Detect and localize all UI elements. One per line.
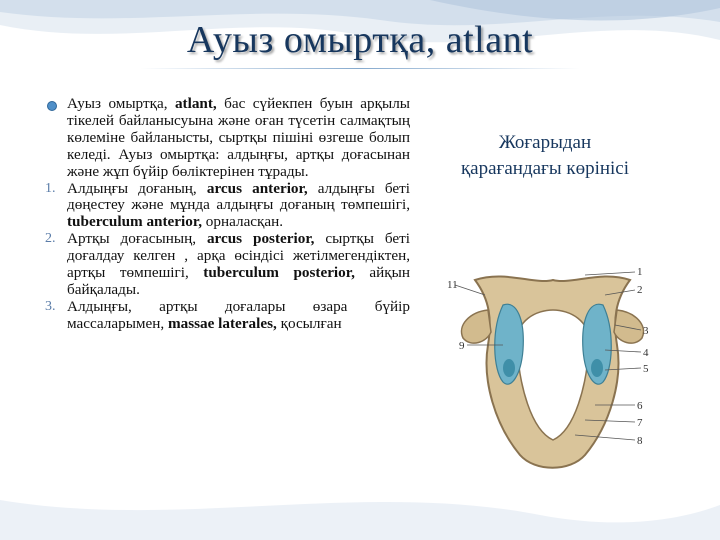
list-number: 1. [45,180,56,196]
list-number: 3. [45,298,56,314]
figure-label-5: 5 [643,363,649,375]
list-item-term: tuberculum posterior, [203,264,355,282]
figure-label-6: 6 [637,400,643,412]
figure-label-4: 4 [643,347,649,359]
slide-title: Ауыз омыртқа, atlant [186,19,534,61]
list-number: 2. [45,231,56,247]
list-item-term: massae laterales, [167,314,277,332]
figure-label-11: 11 [447,279,458,291]
left-facet-highlight [503,359,515,377]
intro-text-part: Ауыз омыртқа, [67,95,175,112]
figure-label-9: 9 [459,340,465,352]
list-item-term: arcus posterior, [206,230,315,248]
figure-label-2: 2 [637,284,643,296]
list-item-text: Алдыңғы доғаның, [67,179,207,197]
figure-label-8: 8 [637,435,643,447]
right-transverse-process [614,310,643,343]
main-text-block [45,96,410,333]
intro-text-part: бас сүйекпен буын арқылы тікелей байланысуына және оған түсетін салмақтың көлеміне байланысты, сыртқы пішіні өзгеше болып келеді. Ауыз омыртқа: алдыңғы, артқы доғасынан және жұп бүйір бөліктерінен тұрады. [67,95,411,180]
intro-paragraph [45,96,410,181]
caption-line-2: қарағандағы көрінісі [460,158,630,179]
list-item-1 [45,181,410,232]
list-item-text: Артқы доғасының, [67,230,207,248]
list-item-text: қосылған [276,314,342,332]
list-item-text: алдыңғы беті дөңестеу және мұнда алдыңғы доғаның төмпешігі, [67,179,410,214]
left-transverse-process [462,310,491,343]
figure-label-1: 1 [637,266,643,278]
intro-text-bold: atlant, [174,95,217,112]
figure-caption [420,130,670,182]
right-facet-highlight [591,359,603,377]
list-item-term: tuberculum anterior, [67,213,202,231]
bullet-icon [47,101,57,111]
figure-label-7: 7 [637,417,643,429]
figure-label-3: 3 [643,325,649,337]
list-item-text: айқын байқалады. [67,264,410,298]
list-item-text: орналасқан. [202,213,284,231]
callout-line [585,272,635,275]
list-item-text: сыртқы беті доғалдау келген , арқа өсіндісі жетілмегендіктен, артқы төмпешігі, [67,230,411,282]
list-item-3 [45,299,410,333]
list-item-2 [45,231,410,299]
atlas-vertebra-illustration [445,250,660,490]
title-divider [140,68,580,69]
list-item-text: Алдыңғы, артқы доғалары өзара бүйір массаларымен, [67,297,410,332]
caption-line-1: Жоғарыдан [498,132,592,153]
list-item-term: arcus anterior, [206,179,308,197]
